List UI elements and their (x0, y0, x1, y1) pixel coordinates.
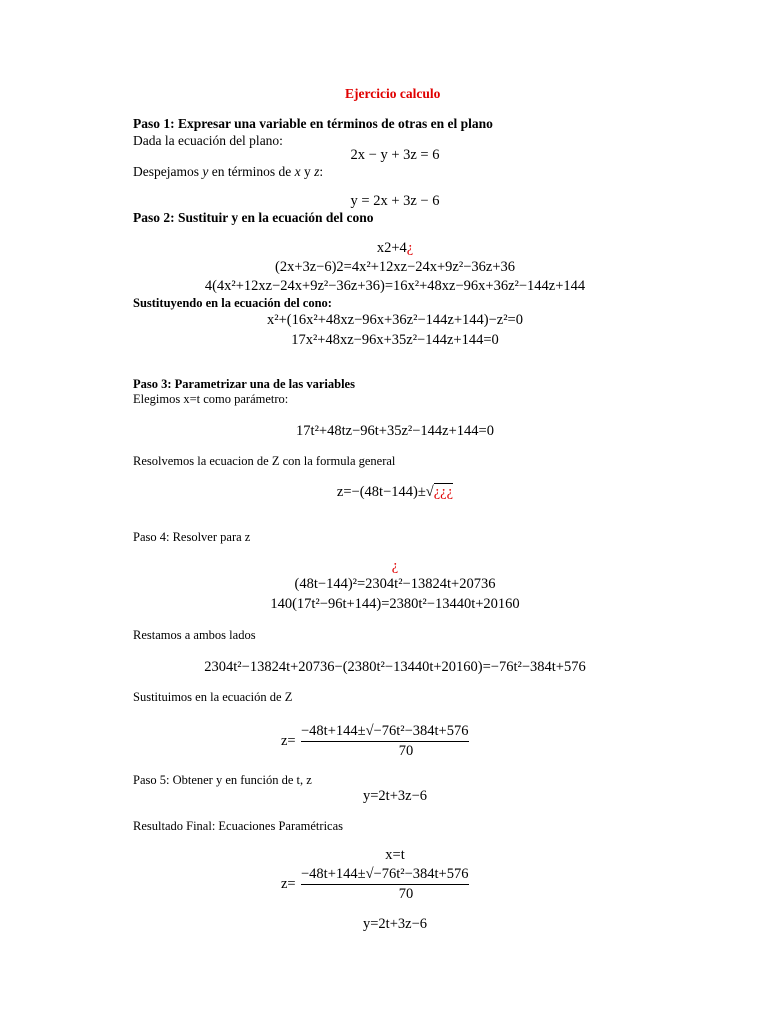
paso2-eq2: (2x+3z−6)2=4x²+12xz−24x+9z²−36z+36 (274, 259, 515, 275)
paso4-eq2: 140(17t²−96t+144)=2380t²−13440t+20160 (270, 596, 520, 612)
paso3-text2: Resolvemos la ecuacion de Z con la formula general (133, 454, 396, 468)
var-z: z (314, 164, 320, 179)
paso3-eq2 (0, 484, 768, 501)
var-x: x (294, 164, 301, 179)
document-title: Ejercicio calculo (345, 86, 441, 101)
paso1-intro: Dada la ecuación del plano: (133, 133, 283, 148)
equation-plane (0, 147, 768, 164)
paso2-eq1 (0, 240, 768, 257)
paso2-eq3: 4(4x²+12xz−24x+9z²−36z+36)=16x²+48xz−96x+36z²−144z+144 (204, 278, 586, 294)
paso2-eq4: x²+(16x²+48xz−96x+36z²−144z+144)−z²=0 (267, 312, 523, 328)
resultado-eq-x: x=t (385, 847, 405, 863)
text-span: Despejamos (133, 164, 203, 179)
paso5-eq: y=2t+3z−6 (363, 788, 427, 804)
paso4-eq1: (48t−144)²=2304t²−13824t+20736 (294, 576, 496, 592)
paso4-sust-text: Sustituimos en la ecuación de Z (133, 690, 293, 704)
equation-plane-text: 2x − y + 3z = 6 (350, 147, 440, 163)
z-denominator: 70 (398, 886, 414, 902)
resultado-eq-y: y=2t+3z−6 (363, 916, 427, 932)
paso4-z-fraction (281, 723, 521, 763)
paso2-eq5: 17x²+48xz−96x+35z²−144z+144=0 (291, 332, 499, 348)
resultado-heading: Resultado Final: Ecuaciones Paramétricas (133, 819, 344, 833)
text-span: en términos de (208, 164, 295, 179)
z-denominator: 70 (398, 743, 414, 759)
var-y: y (202, 164, 209, 179)
z-lhs: z= (281, 876, 296, 892)
eq-text: x2+4 (376, 240, 407, 256)
z-numerator: −48t+144±√−76t²−384t+576 (301, 866, 469, 885)
paso2-heading: Paso 2: Sustituir y en la ecuación del cono (133, 210, 374, 225)
error-mark: ¿¿¿ (433, 484, 454, 500)
paso4-error-mark: ¿ (391, 558, 399, 574)
equation-y (0, 193, 768, 210)
z-lhs: z= (281, 733, 296, 749)
paso4-eq3: 2304t²−13824t+20736−(2380t²−13440t+20160)=−76t²−384t+576 (204, 659, 586, 675)
paso3-heading: Paso 3: Parametrizar una de las variables (133, 377, 355, 391)
paso3-eq1: 17t²+48tz−96t+35z²−144z+144=0 (296, 423, 494, 439)
paso1-despejamos-text (133, 164, 323, 180)
paso5-heading: Paso 5: Obtener y en función de t, z (133, 773, 312, 787)
paso1-heading: Paso 1: Expresar una variable en términos de otras en el plano (133, 116, 493, 131)
equation-y-text: y = 2x + 3z − 6 (350, 193, 440, 209)
paso4-heading: Paso 4: Resolver para z (133, 530, 251, 544)
eq-text: z=−(48t−144)±√ (336, 484, 434, 500)
z-numerator: −48t+144±√−76t²−384t+576 (301, 723, 469, 742)
text-span: : (319, 164, 324, 179)
paso2-sub-heading: Sustituyendo en la ecuación del cono: (133, 296, 332, 310)
text-span: y (300, 164, 315, 179)
paso3-intro: Elegimos x=t como parámetro: (133, 392, 289, 406)
paso4-restamos-text: Restamos a ambos lados (133, 628, 256, 642)
error-mark: ¿ (406, 240, 414, 256)
resultado-z-fraction (281, 866, 521, 906)
